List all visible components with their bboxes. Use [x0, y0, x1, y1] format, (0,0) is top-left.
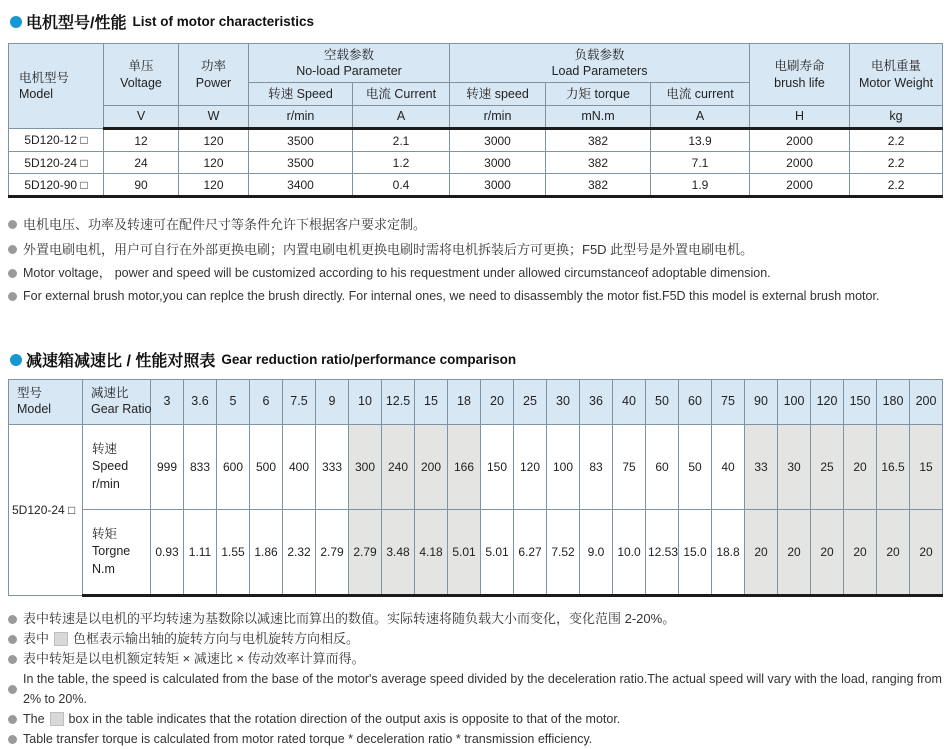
- bullet-icon: [10, 16, 22, 28]
- gear-ratio-header-cell: 25: [514, 380, 547, 425]
- bullet-icon: [10, 354, 22, 366]
- header-model2: [9, 380, 83, 425]
- value-cell: 5.01: [481, 510, 514, 596]
- table1-header-row-groups: [9, 44, 943, 83]
- note-line: [8, 237, 950, 262]
- value-cell: 20: [844, 425, 877, 510]
- gear-ratio-header-cell: 75: [712, 380, 745, 425]
- value-cell: 20: [811, 510, 844, 596]
- note-text: 表中转矩是以电机额定转矩 × 减速比 × 传动效率计算而得。: [23, 651, 365, 666]
- gear-ratio-header-cell: 9: [316, 380, 349, 425]
- value-cell: 3000: [450, 174, 546, 197]
- value-cell: 240: [382, 425, 415, 510]
- value-cell: 120: [179, 129, 249, 152]
- note-line: [8, 669, 950, 709]
- header-model: [9, 44, 104, 129]
- value-cell: 2.79: [316, 510, 349, 596]
- note-text: 表中: [23, 631, 50, 646]
- note-text: The: [23, 712, 45, 726]
- section1-title-en: List of motor characteristics: [132, 14, 315, 29]
- value-cell: 3000: [450, 129, 546, 152]
- value-cell: 2.2: [850, 129, 943, 152]
- header-noload-en: No-load Parameter: [296, 64, 402, 78]
- note-line: [8, 709, 950, 729]
- gear-ratio-header-cell: 5: [217, 380, 250, 425]
- value-cell: 20: [745, 510, 778, 596]
- unit-cell: kg: [850, 106, 943, 129]
- section1-title: [10, 10, 950, 33]
- section2-title-en: Gear reduction ratio/performance comparison: [221, 352, 517, 367]
- gray-box-icon: [50, 712, 64, 726]
- model-cell: 5D120-24 □: [9, 425, 83, 596]
- header-load-en: Load Parameters: [551, 64, 648, 78]
- gear-ratio-header-cell: 7.5: [283, 380, 316, 425]
- gray-box-icon: [54, 632, 68, 646]
- value-cell: 2.1: [353, 129, 450, 152]
- value-cell: 120: [179, 152, 249, 174]
- value-cell: 100: [547, 425, 580, 510]
- header-gear-ratio-en: Gear Ratio: [91, 402, 152, 416]
- row-label-part: r/min: [92, 476, 120, 491]
- note-bullet-icon: [8, 655, 17, 664]
- header-noload-zh: 空载参数: [324, 47, 375, 62]
- value-cell: 2000: [750, 174, 850, 197]
- value-cell: 150: [481, 425, 514, 510]
- value-cell: 2.2: [850, 174, 943, 197]
- subheader-cell: 力矩 torque: [546, 83, 651, 106]
- subheader-cell: 电流 Current: [353, 83, 450, 106]
- value-cell: 16.5: [877, 425, 910, 510]
- note-bullet-icon: [8, 269, 17, 278]
- value-cell: 3000: [450, 152, 546, 174]
- header-load-zh: 负载参数: [574, 47, 625, 62]
- unit-cell: A: [353, 106, 450, 129]
- unit-cell: V: [104, 106, 179, 129]
- gear-ratio-header-cell: 3: [151, 380, 184, 425]
- value-cell: 20: [877, 510, 910, 596]
- row-label-part: Speed: [92, 459, 129, 474]
- gear-ratio-header-cell: 40: [613, 380, 646, 425]
- gear-ratio-header-cell: 6: [250, 380, 283, 425]
- section2-title: [10, 348, 950, 371]
- value-cell: 12.53: [646, 510, 679, 596]
- note-line: [8, 262, 950, 285]
- row-label-cell: [83, 510, 151, 596]
- value-cell: 382: [546, 174, 651, 197]
- unit-cell: W: [179, 106, 249, 129]
- value-cell: 20: [778, 510, 811, 596]
- row-label-cell: [83, 425, 151, 510]
- table-row: [9, 129, 943, 152]
- value-cell: 1.2: [353, 152, 450, 174]
- table-row: [9, 425, 943, 510]
- note-text: 色框表示输出轴的旋转方向与电机旋转方向相反。: [73, 631, 360, 646]
- table-row: [9, 152, 943, 174]
- value-cell: 5.01: [448, 510, 481, 596]
- note-line: [8, 629, 950, 649]
- value-cell: 9.0: [580, 510, 613, 596]
- unit-cell: H: [750, 106, 850, 129]
- table-row: [9, 510, 943, 596]
- value-cell: 13.9: [651, 129, 750, 152]
- value-cell: 3400: [249, 174, 353, 197]
- value-cell: 2000: [750, 152, 850, 174]
- note-text: Motor voltage， power and speed will be customized according to his requestment under allowed circumstanceof adoptable dimension.: [23, 266, 771, 280]
- motor-characteristics-table: [8, 43, 943, 198]
- gear-ratio-header-cell: 200: [910, 380, 943, 425]
- value-cell: 3.48: [382, 510, 415, 596]
- note-text: 表中转速是以电机的平均转速为基数除以减速比而算出的数值。实际转速将随负载大小而变化，变化范围 2-20%。: [23, 611, 676, 626]
- table1-body: [9, 129, 943, 197]
- value-cell: 10.0: [613, 510, 646, 596]
- unit-cell: A: [651, 106, 750, 129]
- header-gear-ratio: [83, 380, 151, 425]
- gear-ratio-header-cell: 90: [745, 380, 778, 425]
- subheader-cell: 转速 speed: [450, 83, 546, 106]
- note-text: For external brush motor,you can replce the brush directly. For internal ones, we need to disassembly the motor fist.F5D this model is external brush motor.: [23, 289, 880, 303]
- gear-ratio-header-cell: 15: [415, 380, 448, 425]
- header-voltage-en: Voltage: [120, 75, 162, 90]
- table2-body: [9, 425, 943, 596]
- value-cell: 166: [448, 425, 481, 510]
- row-label-part: 转速: [92, 441, 118, 456]
- value-cell: 200: [415, 425, 448, 510]
- gear-notes-list: [8, 609, 950, 749]
- header-weight-zh: 电机重量: [871, 59, 922, 74]
- unit-cell: r/min: [450, 106, 546, 129]
- section1-title-zh: 电机型号/性能: [26, 15, 127, 32]
- value-cell: 75: [613, 425, 646, 510]
- value-cell: 12: [104, 129, 179, 152]
- note-line: [8, 729, 950, 749]
- note-bullet-icon: [8, 715, 17, 724]
- header-power-en: Power: [195, 75, 232, 90]
- value-cell: 2000: [750, 129, 850, 152]
- value-cell: 1.11: [184, 510, 217, 596]
- note-bullet-icon: [8, 292, 17, 301]
- value-cell: 24: [104, 152, 179, 174]
- header-power: [179, 44, 249, 106]
- value-cell: 20: [910, 510, 943, 596]
- subheader-cell: 电流 current: [651, 83, 750, 106]
- note-text: 电机电压、功率及转速可在配件尺寸等条件允许下根据客户要求定制。: [23, 217, 427, 232]
- note-line: [8, 609, 950, 629]
- value-cell: 400: [283, 425, 316, 510]
- value-cell: 30: [778, 425, 811, 510]
- note-line: [8, 285, 950, 308]
- value-cell: 300: [349, 425, 382, 510]
- header-model2-zh: 型号: [17, 386, 43, 401]
- value-cell: 7.1: [651, 152, 750, 174]
- value-cell: 60: [646, 425, 679, 510]
- unit-cell: mN.m: [546, 106, 651, 129]
- subheader-cell: 转速 Speed: [249, 83, 353, 106]
- header-model2-en: Model: [17, 402, 52, 416]
- value-cell: 2.79: [349, 510, 382, 596]
- value-cell: 833: [184, 425, 217, 510]
- value-cell: 4.18: [415, 510, 448, 596]
- gear-ratio-header-cell: 120: [811, 380, 844, 425]
- value-cell: 120: [179, 174, 249, 197]
- header-gear-ratio-zh: 减速比: [91, 386, 129, 401]
- header-model-zh: 电机型号: [19, 70, 70, 85]
- note-bullet-icon: [8, 615, 17, 624]
- value-cell: 333: [316, 425, 349, 510]
- header-model-en: Model: [19, 87, 54, 101]
- header-voltage-zh: 单压: [128, 59, 154, 74]
- model-cell: 5D120-12 □: [9, 129, 104, 152]
- value-cell: 2.2: [850, 152, 943, 174]
- value-cell: 15: [910, 425, 943, 510]
- value-cell: 1.9: [651, 174, 750, 197]
- value-cell: 90: [104, 174, 179, 197]
- model-cell: 5D120-90 □: [9, 174, 104, 197]
- note-bullet-icon: [8, 685, 17, 694]
- note-bullet-icon: [8, 220, 17, 229]
- note-line: [8, 649, 950, 669]
- note-bullet-icon: [8, 635, 17, 644]
- value-cell: 1.55: [217, 510, 250, 596]
- table2-header-row: [9, 380, 943, 425]
- gear-ratio-header-cell: 3.6: [184, 380, 217, 425]
- gear-ratio-header-cell: 60: [679, 380, 712, 425]
- value-cell: 382: [546, 129, 651, 152]
- section2-title-zh: 减速箱减速比 / 性能对照表: [26, 353, 216, 370]
- note-text: box in the table indicates that the rotation direction of the output axis is opposite to that of the motor.: [68, 712, 621, 726]
- value-cell: 1.86: [250, 510, 283, 596]
- header-voltage: [104, 44, 179, 106]
- row-label-part: 转矩: [92, 526, 118, 541]
- header-motor-weight: [850, 44, 943, 106]
- value-cell: 0.4: [353, 174, 450, 197]
- header-brush-en: brush life: [774, 75, 825, 90]
- value-cell: 15.0: [679, 510, 712, 596]
- note-line: [8, 212, 950, 237]
- table-row: [9, 174, 943, 197]
- model-cell: 5D120-24 □: [9, 152, 104, 174]
- gear-ratio-header-cell: 18: [448, 380, 481, 425]
- note-text: 外置电刷电机，用户可自行在外部更换电刷；内置电刷电机更换电刷时需将电机拆装后方可更换；F5D 此型号是外置电刷电机。: [23, 242, 754, 257]
- header-brush-zh: 电刷寿命: [774, 59, 825, 74]
- value-cell: 33: [745, 425, 778, 510]
- row-label-part: Torgne: [92, 544, 131, 559]
- row-label-part: N.m: [92, 561, 115, 576]
- value-cell: 2.32: [283, 510, 316, 596]
- header-brush-life: [750, 44, 850, 106]
- gear-ratio-header-cell: 180: [877, 380, 910, 425]
- value-cell: 3500: [249, 129, 353, 152]
- value-cell: 6.27: [514, 510, 547, 596]
- gear-ratio-header-cell: 12.5: [382, 380, 415, 425]
- value-cell: 382: [546, 152, 651, 174]
- gear-ratio-header-cell: 36: [580, 380, 613, 425]
- gear-ratio-header-cell: 150: [844, 380, 877, 425]
- value-cell: 18.8: [712, 510, 745, 596]
- note-text: Table transfer torque is calculated from motor rated torque * deceleration ratio * transmission efficiency.: [23, 732, 593, 746]
- value-cell: 999: [151, 425, 184, 510]
- gear-ratio-header-cell: 50: [646, 380, 679, 425]
- unit-cell: r/min: [249, 106, 353, 129]
- value-cell: 7.52: [547, 510, 580, 596]
- gear-ratio-header-cell: 20: [481, 380, 514, 425]
- gear-ratio-header-cell: 100: [778, 380, 811, 425]
- value-cell: 25: [811, 425, 844, 510]
- header-power-zh: 功率: [200, 59, 226, 74]
- value-cell: 120: [514, 425, 547, 510]
- note-bullet-icon: [8, 735, 17, 744]
- motor-notes-list: [8, 212, 950, 308]
- value-cell: 500: [250, 425, 283, 510]
- value-cell: 3500: [249, 152, 353, 174]
- gear-ratio-header-cell: 10: [349, 380, 382, 425]
- gear-ratio-table: [8, 379, 943, 597]
- value-cell: 40: [712, 425, 745, 510]
- value-cell: 20: [844, 510, 877, 596]
- datasheet-page: [0, 10, 950, 746]
- header-load-group: [450, 44, 750, 83]
- value-cell: 0.93: [151, 510, 184, 596]
- gear-ratio-header-cell: 30: [547, 380, 580, 425]
- header-noload-group: [249, 44, 450, 83]
- value-cell: 600: [217, 425, 250, 510]
- value-cell: 83: [580, 425, 613, 510]
- value-cell: 50: [679, 425, 712, 510]
- note-bullet-icon: [8, 245, 17, 254]
- table1-units-row: [9, 106, 943, 129]
- note-text: In the table, the speed is calculated from the base of the motor's average speed divided by the deceleration ratio.The actual speed will vary with the load, ranging from 2% to 20%.: [23, 672, 942, 706]
- header-weight-en: Motor Weight: [858, 75, 934, 90]
